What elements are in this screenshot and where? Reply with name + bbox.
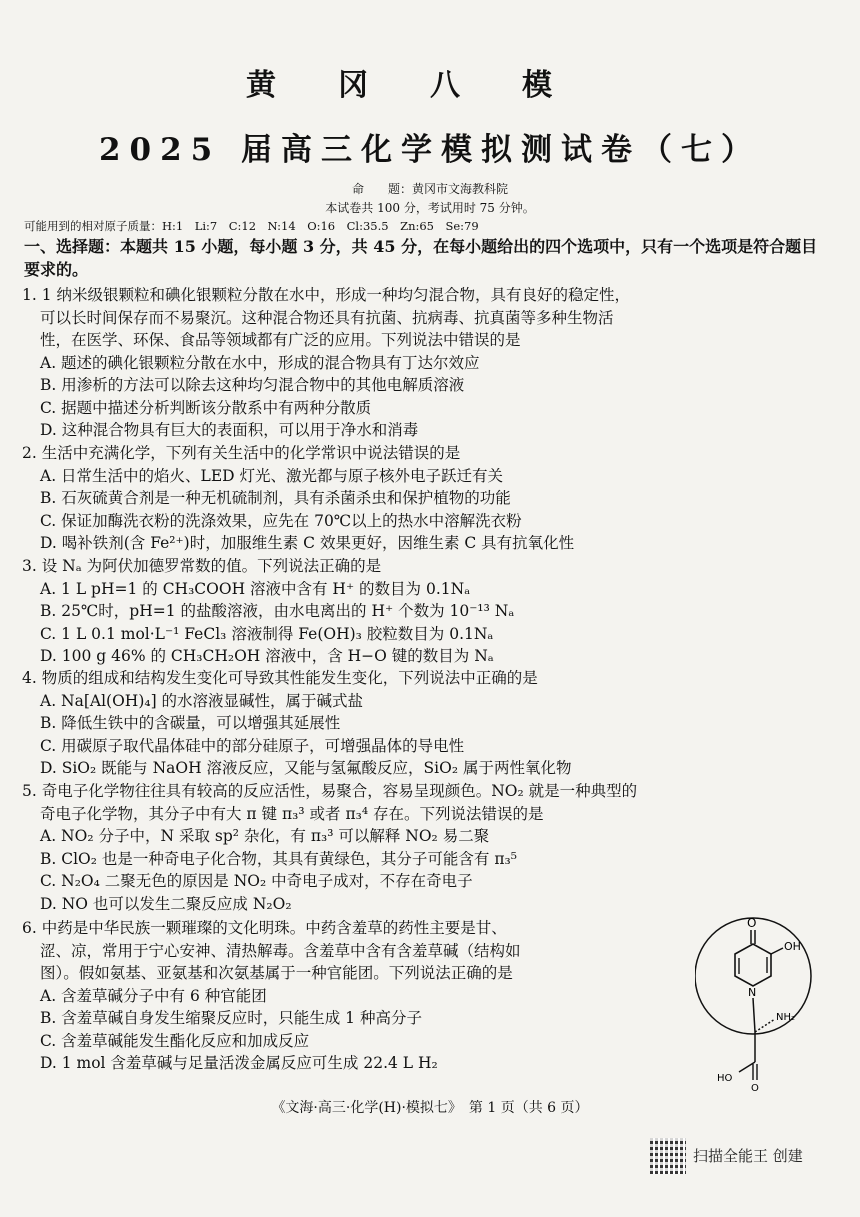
q4-option-b: B. 降低生铁中的含碳量，可以增强其延展性 <box>40 714 341 732</box>
q6-stem-2: 涩、凉，常用于宁心安神、清热解毒。含羞草中含有含羞草碱（结构如 <box>40 941 521 960</box>
q5-option-c: C. N₂O₄ 二聚无色的原因是 NO₂ 中奇电子成对，不存在奇电子 <box>40 872 473 890</box>
q4-option-d: D. SiO₂ 既能与 NaOH 溶液反应，又能与氢氟酸反应，SiO₂ 属于两性氧化物 <box>40 759 572 777</box>
q5-option-b: B. ClO₂ 也是一种奇电子化合物，其具有黄绿色，其分子可能含有 π₃⁵ <box>40 849 517 868</box>
q3-stem: 3. 设 Nₐ 为阿伏加德罗常数的值。下列说法正确的是 <box>22 557 382 575</box>
q4-option-c: C. 用碳原子取代晶体硅中的部分硅原子，可增强晶体的导电性 <box>40 736 465 755</box>
q1-option-d: D. 这种混合物具有巨大的表面积，可以用于净水和消毒 <box>40 421 419 439</box>
question-2 <box>22 442 574 555</box>
question-5 <box>22 780 637 915</box>
q2-stem: 2. 生活中充满化学，下列有关生活中的化学常识中说法错误的是 <box>22 444 461 462</box>
mimosine-structure-diagram <box>695 914 825 1094</box>
q2-option-b: B. 石灰硫黄合剂是一种无机硫制剂，具有杀菌杀虫和保护植物的功能 <box>40 489 511 507</box>
q2-option-d: D. 喝补铁剂(含 Fe²⁺)时，加服维生素 C 效果更好，因维生素 C 具有抗氧化性 <box>40 534 575 552</box>
q6-stem-3: 图）。假如氨基、亚氨基和次氨基属于一种官能团。下列说法正确的是 <box>40 964 513 982</box>
acid-o-label: O <box>751 1083 759 1094</box>
exam-title: 2025 届高三化学模拟测试卷（七） <box>98 132 762 168</box>
q5-stem-1: 5. 奇电子化学物往往具有较高的反应活性，易聚合，容易呈现颜色。NO₂ 就是一种典型的 <box>22 782 638 800</box>
q5-stem-2: 奇电子化学物，其分子中有大 π 键 π₃³ 或者 π₃⁴ 存在。下列说法错误的是 <box>40 804 544 823</box>
pyridinone-ring <box>735 944 771 986</box>
q4-option-a: A. Na[Al(OH)₄] 的水溶液显碱性，属于碱式盐 <box>40 691 364 710</box>
q2-option-c: C. 保证加酶洗衣粉的洗涤效果，应先在 70℃以上的热水中溶解洗衣粉 <box>40 511 522 530</box>
q1-stem-3: 性，在医学、环保、食品等领域都有广泛的应用。下列说法中错误的是 <box>40 331 521 349</box>
q5-option-d: D. NO 也可以发生二聚反应成 N₂O₂ <box>40 894 292 913</box>
question-4 <box>22 667 571 780</box>
q5-option-a: A. NO₂ 分子中，N 采取 sp² 杂化，有 π₃³ 可以解释 NO₂ 易二聚 <box>40 827 490 845</box>
q6-option-a: A. 含羞草碱分子中有 6 种官能团 <box>40 986 267 1005</box>
section-instruction: 一、选择题：本题共 15 小题，每小题 3 分，共 45 分，在每小题给出的四个选项中，只有一个选项是符合题目要求的。 <box>24 237 818 279</box>
q6-option-b: B. 含羞草碱自身发生缩聚反应时，只能生成 1 种高分子 <box>40 1009 422 1027</box>
exam-info: 本试卷共 100 分，考试用时 75 分钟。 <box>325 201 535 215</box>
question-3 <box>22 555 514 668</box>
qr-code-icon <box>650 1138 686 1174</box>
q4-stem: 4. 物质的组成和结构发生变化可导致其性能发生变化，下列说法中正确的是 <box>22 669 538 687</box>
acid-oh-label: HO <box>717 1073 733 1084</box>
carbonyl-o-label: O <box>747 916 757 930</box>
q6-option-d: D. 1 mol 含羞草碱与足量活泼金属反应可生成 22.4 L H₂ <box>40 1054 438 1072</box>
q3-option-b: B. 25℃时，pH=1 的盐酸溶液，由水电离出的 H⁺ 个数为 10⁻¹³ Nₐ <box>40 602 515 620</box>
q6-option-c: C. 含羞草碱能发生酯化反应和加成反应 <box>40 1031 310 1050</box>
amino-label: NH₂ <box>776 1012 796 1023</box>
q1-stem-2: 可以长时间保存而不易聚沉。这种混合物还具有抗菌、抗病毒、抗真菌等多种生物活 <box>40 308 614 327</box>
q3-option-a: A. 1 L pH=1 的 CH₃COOH 溶液中含有 H⁺ 的数目为 0.1Nₐ <box>40 579 471 598</box>
q3-option-d: D. 100 g 46% 的 CH₃CH₂OH 溶液中，含 H−O 键的数目为 Nₐ <box>40 647 494 665</box>
q3-option-c: C. 1 L 0.1 mol·L⁻¹ FeCl₃ 溶液制得 Fe(OH)₃ 胶粒数目为 0.1Nₐ <box>40 624 494 643</box>
q1-option-a: A. 题述的碘化银颗粒分散在水中，形成的混合物具有丁达尔效应 <box>40 353 480 372</box>
q1-stem-1: 1. 1 纳米级银颗粒和碘化银颗粒分散在水中，形成一种均匀混合物，具有良好的稳定性， <box>22 286 631 304</box>
hydroxyl-label: OH <box>784 940 801 953</box>
atomic-masses: 可能用到的相对原子质量：H:1 Li:7 C:12 N:14 O:16 Cl:35.5 Zn:65 Se:79 <box>24 219 479 233</box>
question-6 <box>22 917 521 1075</box>
q1-option-c: C. 据题中描述分析判断该分散系中有两种分散质 <box>40 398 372 417</box>
q2-option-a: A. 日常生活中的焰火、LED 灯光、激光都与原子核外电子跃迁有关 <box>40 466 504 485</box>
scanner-watermark: 扫描全能王 创建 <box>693 1147 803 1165</box>
series-title: 黄冈八模 <box>246 68 614 103</box>
question-1 <box>22 284 630 442</box>
q1-option-b: B. 用渗析的方法可以除去这种均匀混合物中的其他电解质溶液 <box>40 376 465 394</box>
author-line: 命 题：黄冈市文海教科院 <box>351 182 508 196</box>
q6-stem-1: 6. 中药是中华民族一颗璀璨的文化明珠。中药含羞草的药性主要是甘、 <box>22 919 507 937</box>
ring-n-label: N <box>748 986 757 999</box>
page-footer: 《文海·高三·化学(H)·模拟七》 第 1 页（共 6 页） <box>271 1100 589 1116</box>
